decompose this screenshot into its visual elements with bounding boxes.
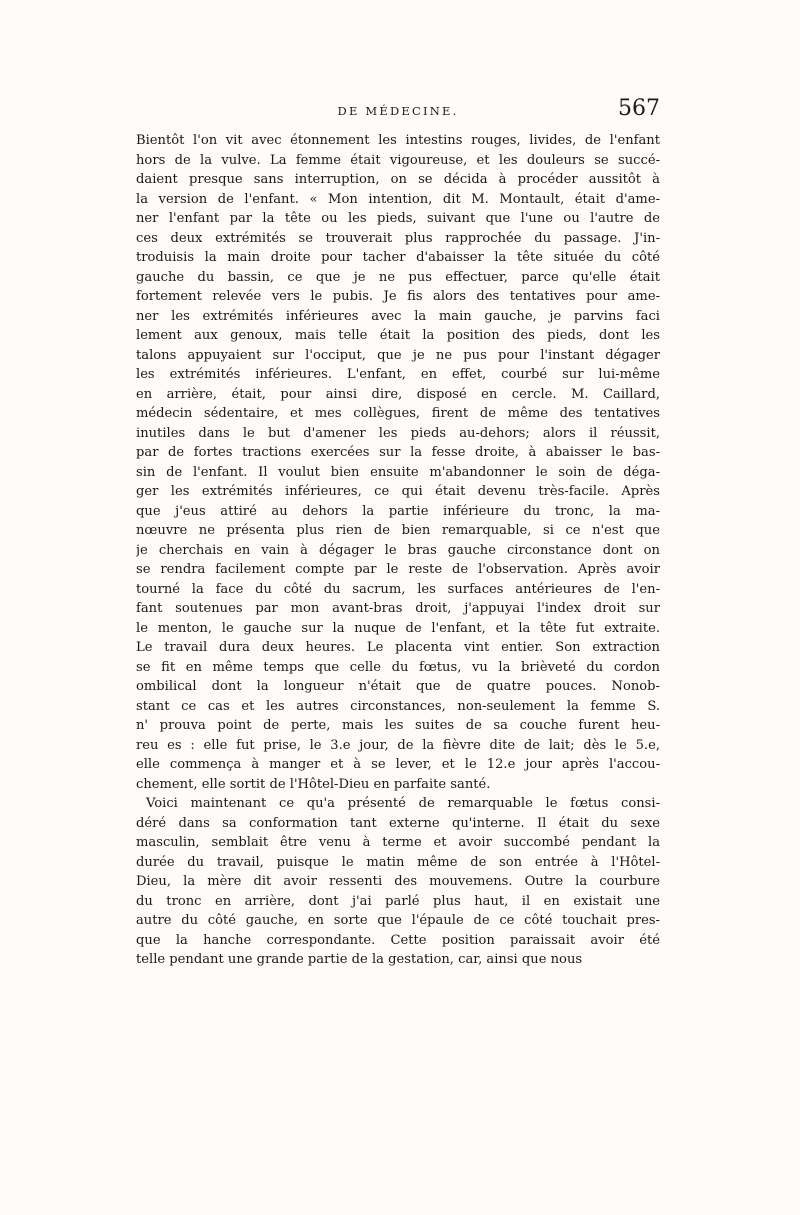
text-line: daient presque sans interruption, on se décida à procéder aussitôt à (136, 172, 660, 187)
text-line: déré dans sa conformation tant externe qu'interne. Il était du sexe (136, 815, 660, 831)
text-line: par de fortes tractions exercées sur la fesse droite, à abaisser le bas- (136, 445, 660, 460)
text-line: elle commença à manger et à se lever, et le 12.e jour après l'accou- (136, 757, 660, 772)
text-line: les extrémités inférieures. L'enfant, en effet, courbé sur lui-même (136, 367, 660, 382)
text-line: sin de l'enfant. Il voulut bien ensuite m'abandonner le soin de déga- (136, 464, 660, 480)
text-line: du tronc en arrière, dont j'ai parlé plus haut, il en existait une (136, 893, 660, 909)
text-line: ces deux extrémités se trouverait plus rapprochée du passage. J'in- (136, 230, 660, 246)
text-line: ombilical dont la longueur n'était que de quatre pouces. Nonob- (136, 679, 660, 694)
text-line: fant soutenues par mon avant-bras droit, j'appuyai l'index droit sur (136, 601, 660, 616)
running-title: DE MÉDECINE. (337, 104, 459, 118)
text-line: Dieu, la mère dit avoir ressenti des mouvemens. Outre la courbure (136, 874, 660, 889)
text-line: gauche du bassin, ce que je ne pus effectuer, parce qu'elle était (136, 269, 660, 285)
text-line: je cherchais en vain à dégager le bras gauche circonstance dont on (136, 542, 660, 558)
text-line: hors de la vulve. La femme était vigoureuse, et les douleurs se succé- (136, 152, 660, 168)
text-line: Le travail dura deux heures. Le placenta vint entier. Son extraction (136, 640, 660, 655)
paragraph (136, 131, 660, 794)
text-line: chement, elle sortit de l'Hôtel-Dieu en parfaite santé. (136, 776, 491, 792)
text-line: telle pendant une grande partie de la gestation, car, ainsi que nous (136, 952, 583, 967)
text-line: tourné la face du côté du sacrum, les surfaces antérieures de l'en- (136, 581, 660, 597)
text-line: troduisis la main droite pour tacher d'abaisser la tête située du côté (136, 250, 660, 265)
text-line: Voici maintenant ce qu'a présenté de remarquable le fœtus consi- (146, 796, 660, 811)
text-line: ner les extrémités inférieures avec la main gauche, je parvins faci (136, 308, 660, 324)
page-number: 567 (618, 96, 660, 121)
text-line: se fit en même temps que celle du fœtus, vu la brièveté du cordon (136, 659, 660, 675)
text-line: talons appuyaient sur l'occiput, que je ne pus pour l'instant dégager (136, 347, 660, 363)
text-line: reu es : elle fut prise, le 3.e jour, de la fièvre dite de lait; dès le 5.e, (136, 737, 660, 753)
text-line: fortement relevée vers le pubis. Je fis alors des tentatives pour ame- (136, 289, 660, 304)
text-line: que la hanche correspondante. Cette position paraissait avoir été (136, 932, 660, 948)
text-line: lement aux genoux, mais telle était la position des pieds, dont les (136, 328, 660, 343)
text-line: stant ce cas et les autres circonstances, non-seulement la femme S. (136, 698, 660, 714)
text-line: autre du côté gauche, en sorte que l'épaule de ce côté touchait pres- (136, 913, 660, 928)
text-line: masculin, semblait être venu à terme et avoir succombé pendant la (136, 835, 660, 850)
text-line: durée du travail, puisque le matin même de son entrée à l'Hôtel- (136, 854, 660, 870)
text-line: en arrière, était, pour ainsi dire, disposé en cercle. M. Caillard, (136, 386, 660, 402)
text-line: se rendra facilement compte par le reste de l'observation. Après avoir (136, 562, 660, 577)
running-head (136, 96, 660, 126)
text-line: médecin sédentaire, et mes collègues, firent de même des tentatives (136, 406, 660, 421)
paragraph (136, 794, 660, 970)
text-line: inutiles dans le but d'amener les pieds au-dehors; alors il réussit, (136, 425, 660, 441)
text-line: ner l'enfant par la tête ou les pieds, suivant que l'une ou l'autre de (136, 211, 660, 226)
text-line: nœuvre ne présenta plus rien de bien remarquable, si ce n'est que (136, 523, 660, 538)
text-line: la version de l'enfant. « Mon intention, dit M. Montault, était d'ame- (136, 191, 660, 207)
body-text (136, 131, 660, 970)
text-line: Bientôt l'on vit avec étonnement les intestins rouges, livides, de l'enfant (136, 133, 660, 148)
text-line: que j'eus attiré au dehors la partie inférieure du tronc, la ma- (136, 503, 660, 519)
text-line: le menton, le gauche sur la nuque de l'enfant, et la tête fut extraite. (136, 620, 660, 636)
text-line: ger les extrémités inférieures, ce qui était devenu très-facile. Après (136, 484, 660, 499)
text-line: n' prouva point de perte, mais les suites de sa couche furent heu- (136, 718, 660, 733)
